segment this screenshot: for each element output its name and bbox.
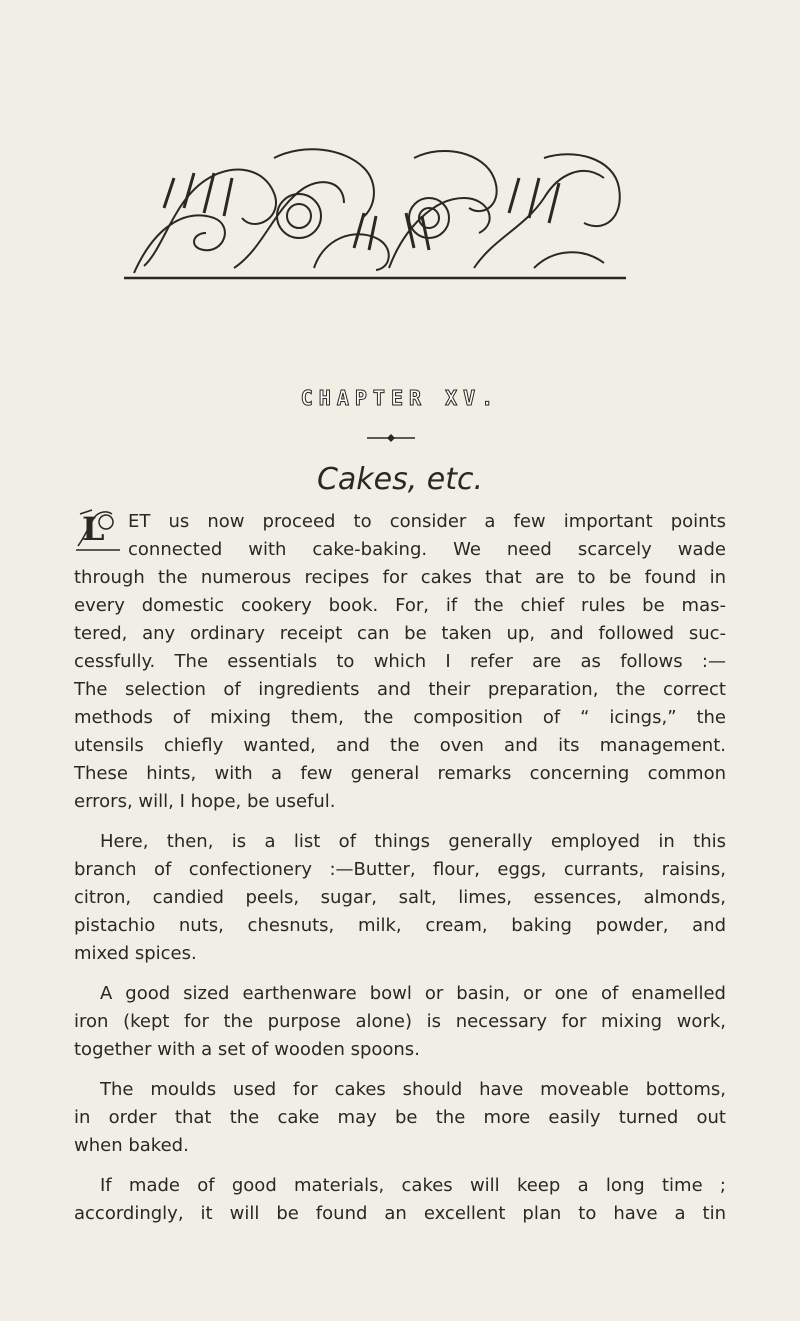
text-line: cessfully. The essentials to which I refer are as follows :— [74,651,726,672]
text-line: ET us now proceed to consider a few important points [128,511,726,532]
dropcap-letter: L [82,510,105,548]
decorative-header-ornament [114,138,636,288]
text-line: errors, will, I hope, be useful. [74,791,336,812]
chapter-title: Cakes, etc. [316,462,484,497]
text-line: The moulds used for cakes should have moveable bottoms, [100,1079,726,1100]
text-line: branch of confectionery :—Butter, flour, eggs, currants, raisins, [74,859,726,880]
text-line: when baked. [74,1135,189,1156]
text-line: iron (kept for the purpose alone) is necessary for mixing work, [74,1011,726,1032]
text-line: citron, candied peels, sugar, salt, limes, essences, almonds, [74,887,726,908]
text-line: together with a set of wooden spoons. [74,1039,420,1060]
text-line: methods of mixing them, the composition of “ icings,” the [74,707,726,728]
text-line: connected with cake-baking. We need scarcely wade [128,539,726,560]
text-line: If made of good materials, cakes will keep a long time ; [100,1175,726,1196]
text-line: mixed spices. [74,943,197,964]
text-line: These hints, with a few general remarks concerning common [74,763,726,784]
text-line: every domestic cookery book. For, if the chief rules be mas- [74,595,726,616]
text-line: through the numerous recipes for cakes that are to be found in [74,567,726,588]
text-line: A good sized earthenware bowl or basin, or one of enamelled [100,983,726,1004]
text-line: tered, any ordinary receipt can be taken up, and followed suc- [74,623,726,644]
diamond-rule-divider [367,433,415,443]
chapter-heading: CHAPTER XV. [300,386,500,410]
text-line: pistachio nuts, chesnuts, milk, cream, baking powder, and [74,915,726,936]
text-line: The selection of ingredients and their preparation, the correct [74,679,726,700]
text-line: utensils chiefly wanted, and the oven and its management. [74,735,726,756]
text-line: Here, then, is a list of things generally employed in this [100,831,726,852]
text-line: accordingly, it will be found an excellent plan to have a tin [74,1203,726,1224]
text-line: in order that the cake may be the more easily turned out [74,1107,726,1128]
